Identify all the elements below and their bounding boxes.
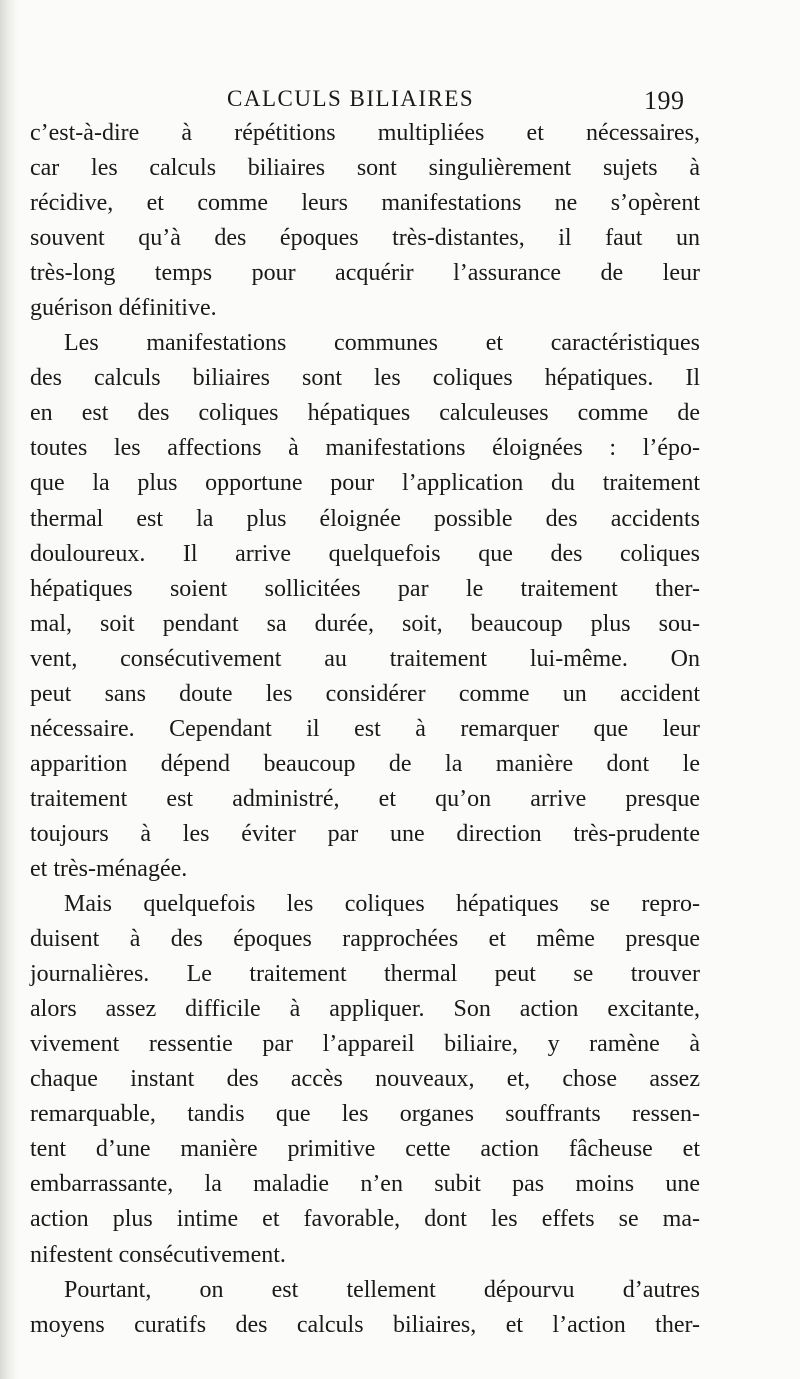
text-line: action plus intime et favorable, dont les effets se ma- — [30, 1206, 700, 1233]
text-line: duisent à des époques rapprochées et même presque — [30, 926, 700, 953]
text-line: embarrassante, la maladie n’en subit pas moins une — [30, 1171, 700, 1198]
text-line: peut sans doute les considérer comme un accident — [30, 680, 700, 707]
text-line: Pourtant, on est tellement dépourvu d’autres — [64, 1276, 700, 1303]
text-line: toujours à les éviter par une direction très-prudente — [30, 820, 700, 847]
text-line: c’est-à-dire à répétitions multipliées et nécessaires, — [30, 120, 700, 146]
text-line: très-long temps pour acquérir l’assurance de leur — [30, 260, 700, 287]
text-line: Mais quelquefois les coliques hépatiques se repro- — [64, 891, 700, 918]
text-line: que la plus opportune pour l’application du traitement — [30, 470, 700, 497]
text-line: Les manifestations communes et caractéristiques — [64, 330, 700, 357]
text-line: douloureux. Il arrive quelquefois que des coliques — [30, 540, 700, 567]
text-line: vivement ressentie par l’appareil biliaire, y ramène à — [30, 1031, 700, 1058]
text-line: car les calculs biliaires sont singulièrement sujets à — [30, 155, 700, 182]
running-head-title: CALCULS BILIAIRES — [227, 86, 475, 111]
text-line: journalières. Le traitement thermal peut se trouver — [30, 961, 700, 988]
text-line: et très-ménagée. — [30, 855, 188, 882]
text-line: vent, consécutivement au traitement lui-même. On — [30, 645, 700, 672]
text-line: apparition dépend beaucoup de la manière dont le — [30, 750, 700, 777]
text-line: traitement est administré, et qu’on arrive presque — [30, 785, 700, 812]
text-line: tent d’une manière primitive cette action fâcheuse et — [30, 1136, 700, 1163]
running-head — [0, 86, 800, 116]
text-line: en est des coliques hépatiques calculeuses comme de — [30, 400, 700, 427]
text-line: des calculs biliaires sont les coliques hépatiques. Il — [30, 365, 700, 392]
text-line: récidive, et comme leurs manifestations ne s’opèrent — [30, 190, 700, 217]
text-line: hépatiques soient sollicitées par le traitement ther- — [30, 575, 700, 602]
text-line: chaque instant des accès nouveaux, et, chose assez — [30, 1066, 700, 1093]
text-line: remarquable, tandis que les organes souffrants ressen- — [30, 1101, 700, 1128]
page-number: 199 — [644, 86, 685, 115]
text-line: nécessaire. Cependant il est à remarquer que leur — [30, 715, 700, 742]
text-line: souvent qu’à des époques très-distantes, il faut un — [30, 225, 700, 252]
page-gutter-shadow — [0, 0, 18, 1379]
body-text — [30, 116, 700, 1343]
text-line: alors assez difficile à appliquer. Son action excitante, — [30, 996, 700, 1023]
text-line: mal, soit pendant sa durée, soit, beaucoup plus sou- — [30, 610, 700, 637]
text-line: guérison définitive. — [30, 295, 217, 322]
text-line: moyens curatifs des calculs biliaires, et l’action ther- — [30, 1311, 700, 1338]
text-line: toutes les affections à manifestations éloignées : l’épo- — [30, 435, 700, 462]
text-line: nifestent consécutivement. — [30, 1241, 286, 1268]
text-line: thermal est la plus éloignée possible des accidents — [30, 505, 700, 532]
